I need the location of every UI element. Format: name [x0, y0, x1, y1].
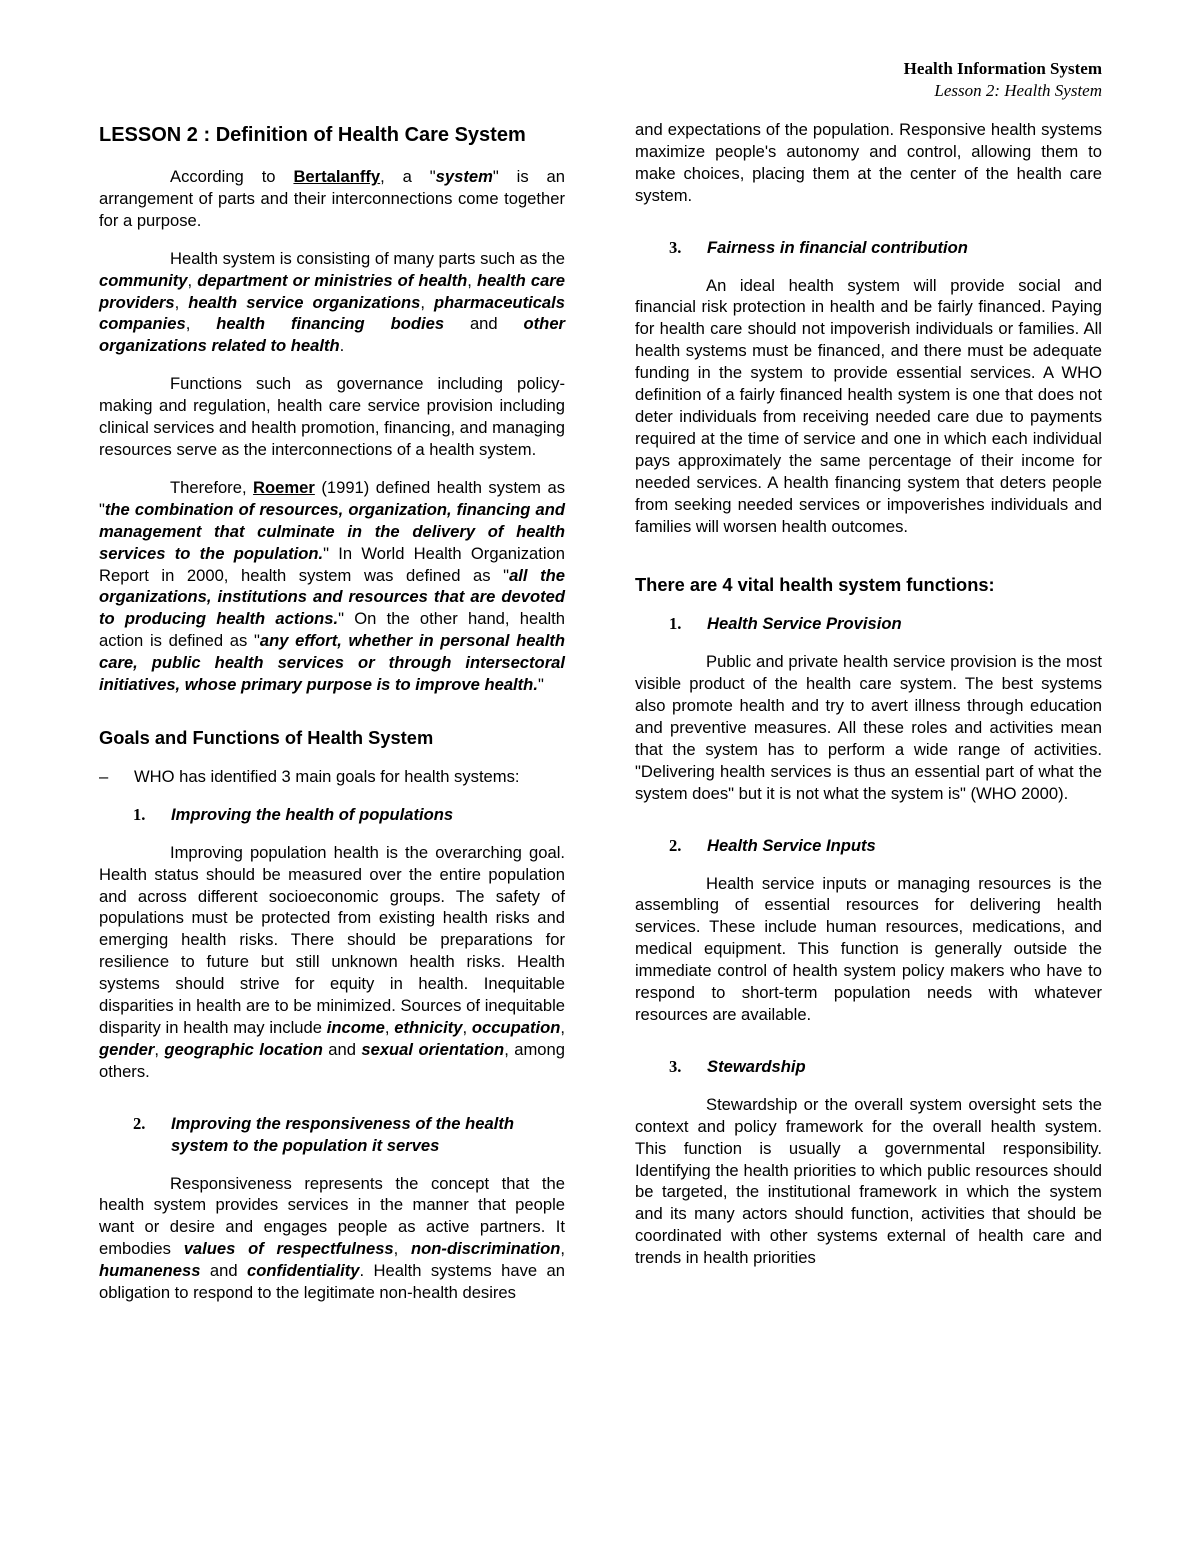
text: Responsiveness represents the concept that the health system provides services in the manner that people want or desire and engages people as active partners. It embodies [99, 1173, 565, 1259]
goal-title: Improving the health of populations [171, 804, 454, 824]
text: , [462, 1018, 472, 1037]
function-2-heading [635, 835, 1102, 857]
keyword: occupation [471, 1018, 561, 1037]
dash-bullet: – [99, 766, 109, 786]
text: , [560, 1239, 565, 1259]
text: According to [170, 167, 294, 186]
text: " [537, 675, 544, 695]
quote: the combination of resources, organization, financing and management that culminate in the delivery of health services to the population. [99, 499, 565, 563]
goal-number: 1. [133, 804, 146, 824]
function-3-paragraph: Stewardship or the overall system oversight sets the context and policy framework for the overall health system. This function is usually a governmental responsibility. Identifying the health priorities to which public resources should be targeted, the institutional framework in which the system and its many actors should function, activities that should be coordinated with other systems external of health care and trends in health priorities [635, 1094, 1102, 1268]
right-column [635, 119, 1102, 1269]
text: " On the other hand, health action is defined as " [99, 609, 565, 651]
function-number: 1. [669, 614, 682, 634]
text: and [322, 1039, 362, 1059]
text: , [384, 1018, 395, 1037]
left-column [99, 119, 565, 1304]
keyword: values of respectfulness [183, 1239, 394, 1259]
keyword: pharmaceuticals companies [99, 292, 565, 334]
text: Improving population health is the overarching goal. Health status should be measured over the entire population and across different socioeconomic groups. The safety of populations must be protected from existing health risks and emerging health risks. There should be preparations for resilience to future but still unknown health risks. Health systems should strive for equity in health. Inequitable disparities in health are to be minimized. Sources of inequitable disparity in health may include [99, 842, 565, 1037]
goal-title: Fairness in financial contribution [707, 237, 968, 257]
text: (1991) defined health system as " [99, 477, 565, 519]
keyword: non-discrimination [411, 1239, 561, 1259]
keyword: gender [99, 1039, 155, 1059]
keyword: ethnicity [394, 1018, 463, 1037]
keyword: confidentiality [246, 1261, 360, 1281]
text: , [174, 292, 189, 312]
keyword: health service organizations [188, 292, 421, 312]
lesson-title: LESSON 2 : Definition of Health Care System [99, 124, 526, 146]
author-roemer: Roemer [253, 477, 315, 497]
goal-2-continuation: and expectations of the population. Responsive health systems maximize people's autonomy and control, allowing them to make choices, placing them at the center of the health care system. [635, 120, 1102, 205]
running-header [904, 58, 1102, 102]
keyword: health financing bodies [216, 314, 445, 334]
text: Therefore, [170, 477, 254, 497]
keyword: health care providers [99, 270, 565, 312]
keyword: community [99, 270, 188, 290]
function-3-heading [635, 1056, 1102, 1078]
function-title: Health Service Inputs [707, 835, 876, 855]
function-1-heading [635, 613, 1102, 635]
function-number: 3. [669, 1056, 682, 1076]
goal-3-paragraph: An ideal health system will provide social and financial risk protection in health and be fairly financed. Paying for health care should not impoverish individuals or families. All health systems must be financed, and there must be adequate funding in the system to provide essential services. A WHO definition of a fairly financed health system is one that does not deter individuals from receiving needed care due to payments required at the time of service and one in which each individual pays approximately the same percentage of their income for needed services. A health financing system that deters people from seeking needed services or impoverishes individuals and families will worsen health outcomes. [635, 275, 1102, 536]
roemer-definition-paragraph [99, 477, 565, 696]
goal-3-heading [635, 237, 1102, 259]
text: , among others. [99, 1039, 565, 1081]
text: " In World Health Organization Report in 2000, health system was defined as " [99, 543, 565, 585]
functions-section-title: There are 4 vital health system functions: [635, 574, 995, 596]
keyword: income [326, 1018, 385, 1037]
keyword: geographic location [164, 1039, 323, 1059]
goal-2-paragraph [99, 1173, 565, 1304]
text: , a " [380, 167, 436, 186]
goal-1-heading [99, 804, 565, 826]
text: . Health systems have an obligation to respond to the legitimate non-health desires [99, 1261, 565, 1303]
function-title: Health Service Provision [707, 614, 902, 634]
goal-title: Improving the responsiveness of the health system to the population it serves [171, 1113, 515, 1155]
text: , [185, 314, 217, 334]
text: , [187, 270, 198, 290]
keyword: sexual orientation [361, 1039, 505, 1059]
goals-section-title: Goals and Functions of Health System [99, 726, 434, 748]
text: . [339, 336, 345, 356]
who-goals-text: WHO has identified 3 main goals for health systems: [134, 766, 520, 786]
keyword: department or ministries of health [197, 270, 468, 290]
text: , [393, 1239, 412, 1259]
goal-number: 2. [133, 1113, 146, 1133]
goal-1-paragraph [99, 842, 565, 1083]
function-title: Stewardship [707, 1056, 806, 1076]
health-system-parts-paragraph [99, 248, 565, 358]
term-system: system [435, 167, 493, 186]
goal-2-heading [99, 1113, 565, 1157]
function-number: 2. [669, 835, 682, 855]
text: Health system is consisting of many parts such as the [170, 248, 565, 268]
system-definition-paragraph [99, 166, 565, 232]
keyword: other organizations related to health [99, 314, 565, 356]
goal-number: 3. [669, 237, 682, 257]
function-1-paragraph: Public and private health service provision is the most visible product of the health care system. The best systems also promote health and try to avert illness through education and preventive measures. All these roles and activities mean that the system has to perform a wide range of activities. "Delivering health services is thus an essential part of what the system does" but it is not what the system is" (WHO 2000). [635, 652, 1102, 803]
text: and [200, 1261, 247, 1281]
text: " is an arrangement of parts and their interconnections come together for a purpose. [99, 167, 565, 230]
author-bertalanffy: Bertalanffy [293, 167, 381, 186]
text: , [154, 1039, 165, 1059]
text: and [444, 314, 524, 334]
functions-paragraph: Functions such as governance including policy-making and regulation, health care service provision including clinical services and health promotion, financing, and managing resources serve as the interconnections of a health system. [99, 374, 565, 459]
who-goals-list-item [99, 766, 565, 788]
quote: any effort, whether in personal health care, public health services or through intersectoral initiatives, whose primary purpose is to improve health. [99, 631, 566, 695]
header-subtitle: Lesson 2: Health System [934, 81, 1102, 100]
keyword: humaneness [99, 1261, 201, 1281]
text: , [420, 292, 435, 312]
text: , [560, 1018, 565, 1037]
function-2-paragraph: Health service inputs or managing resources is the assembling of essential resources for delivering health services. These include human resources, medications, and medical equipment. This function is generally outside the immediate control of health system policy makers who have to respond to short-term population needs with whatever resources are available. [635, 873, 1102, 1024]
quote: all the organizations, institutions and resources that are devoted to producing health actions. [99, 565, 565, 629]
text: , [467, 270, 477, 290]
header-title: Health Information System [903, 59, 1102, 78]
